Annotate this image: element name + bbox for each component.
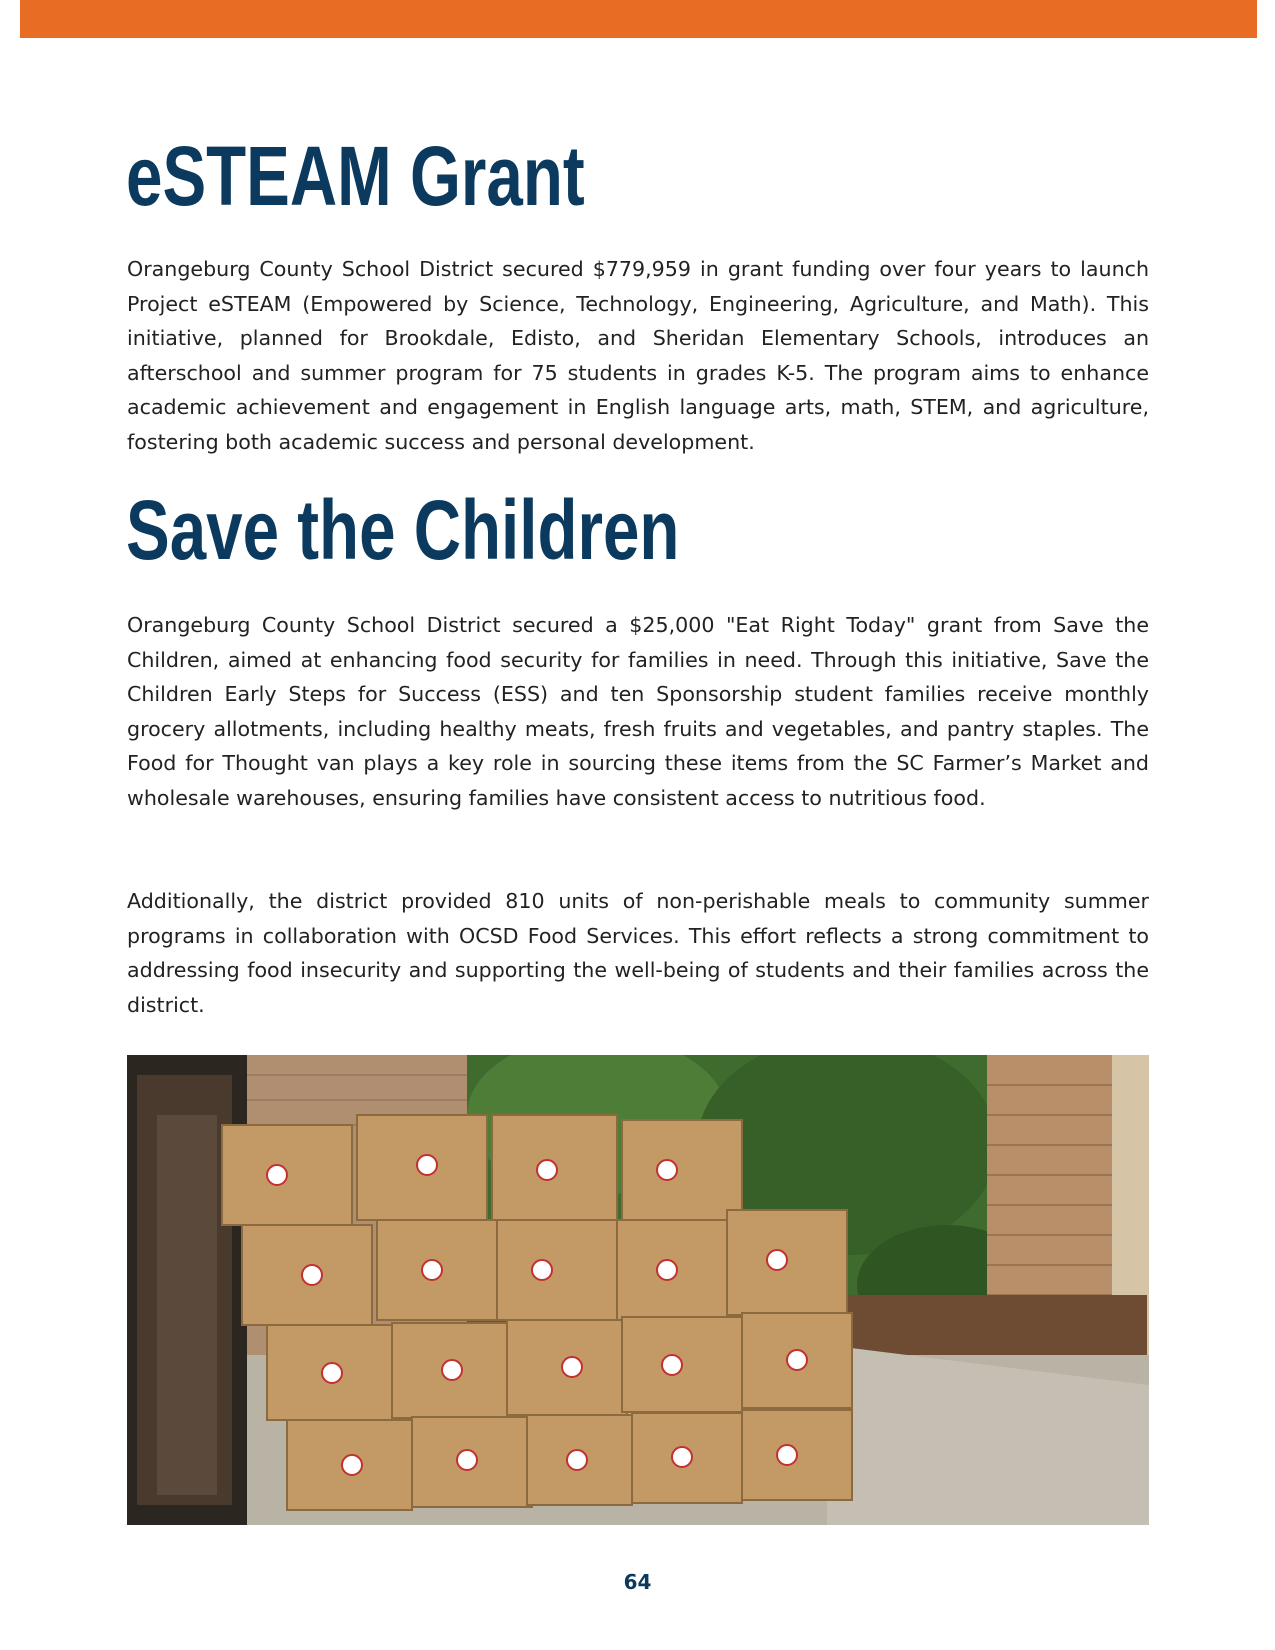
top-accent-bar xyxy=(20,0,1257,38)
page-number: 64 xyxy=(623,1570,652,1594)
section-title-save-the-children: Save the Children xyxy=(126,483,680,577)
esteam-paragraph: Orangeburg County School District secured $779,959 in grant funding over four years to launch Project eSTEAM (Empowered by Science, Technology, Engineering, Agriculture, and Math). This initiative, planned for Brookdale, Edisto, and Sheridan Elementary Schools, introduces an afterschool and summer program for 75 students in grades K-5. The program aims to enhance academic achievement and engagement in English language arts, math, STEM, and agriculture, fostering both academic success and personal development. xyxy=(127,257,1149,454)
section-title-esteam: eSTEAM Grant xyxy=(126,129,585,223)
grocery-boxes-illustration xyxy=(127,1055,1149,1525)
save-the-children-paragraph-1: Orangeburg County School District secured a $25,000 "Eat Right Today" grant from Save the Children, aimed at enhancing food security for families in need. Through this initiative, Save the Children Early Steps for Success (ESS) and ten Sponsorship student families receive monthly grocery allotments, including healthy meats, fresh fruits and vegetables, and pantry staples. The Food for Thought van plays a key role in sourcing these items from the SC Farmer’s Market and wholesale warehouses, ensuring families have consistent access to nutritious food. xyxy=(127,613,1149,810)
save-the-children-paragraph-2: Additionally, the district provided 810 units of non-perishable meals to community summer programs in collaboration with OCSD Food Services. This effort reflects a strong commitment to addressing food insecurity and supporting the well-being of students and their families across the district. xyxy=(127,889,1149,1017)
photo-grocery-boxes xyxy=(127,1055,1149,1525)
